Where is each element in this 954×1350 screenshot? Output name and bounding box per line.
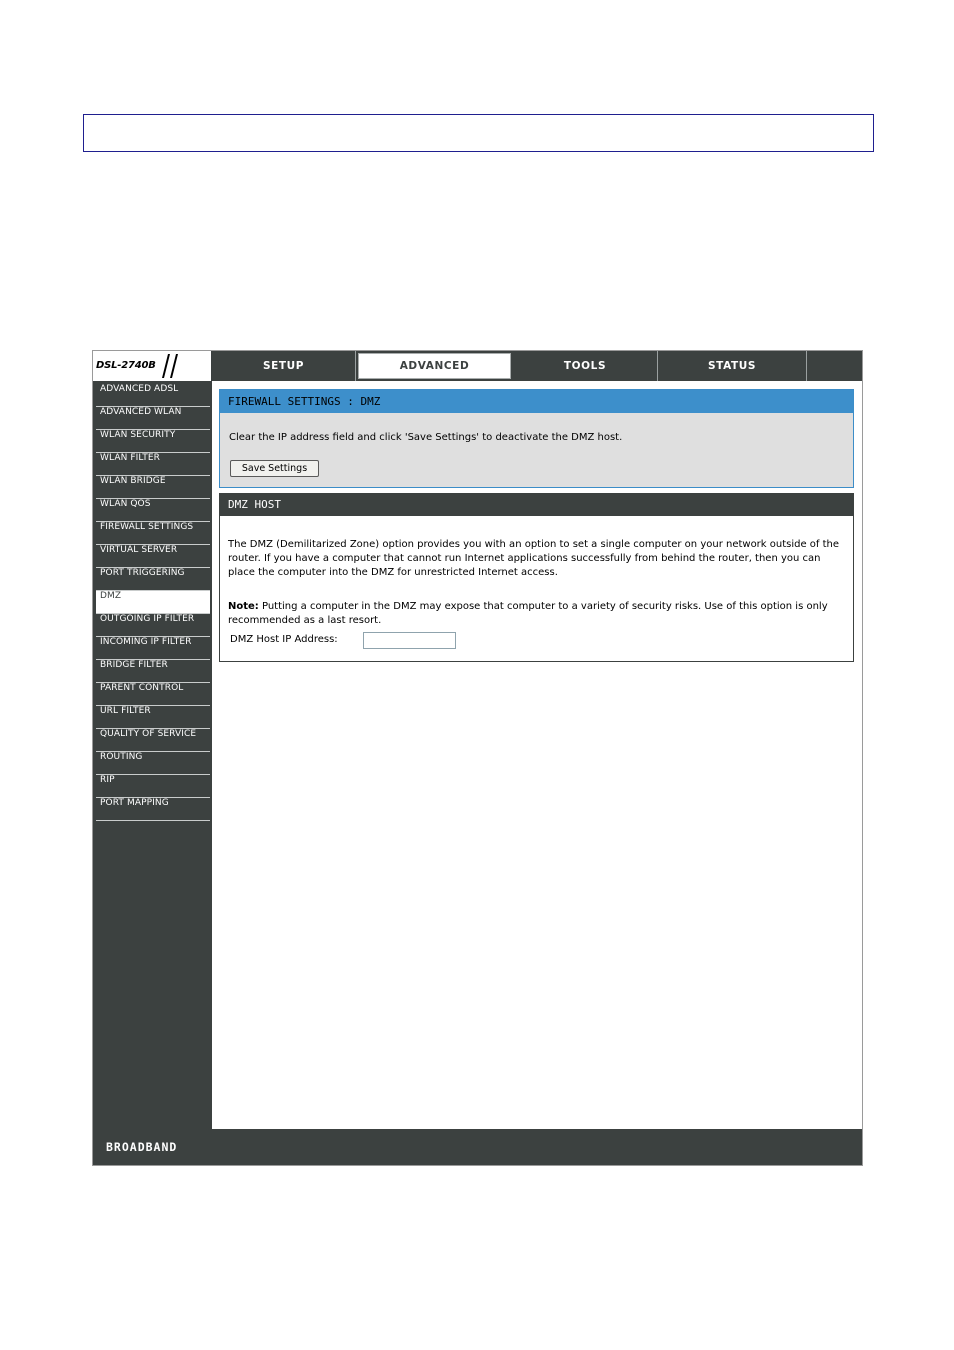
sidebar-item-wlan-filter[interactable]: WLAN FILTER [96,453,210,476]
logo-slash-1 [162,354,170,378]
dmz-ip-label: DMZ Host IP Address: [230,634,338,645]
sidebar-item-wlan-qos[interactable]: WLAN QOS [96,499,210,522]
sidebar-item-wlan-security[interactable]: WLAN SECURITY [96,430,210,453]
firewall-panel-title: FIREWALL SETTINGS : DMZ [220,390,853,413]
sidebar-item-rip[interactable]: RIP [96,775,210,798]
top-nav-tabs [212,351,862,381]
dmz-host-panel [219,493,854,662]
dmz-host-ip-input[interactable] [363,632,456,649]
tab-spacer [807,351,862,381]
dmz-description: The DMZ (Demilitarized Zone) option provides you with an option to set a single computer on your network outside of the router. If you have a computer that cannot run Internet applications successfully from behind the router, then you can place the computer into the DMZ for unrestricted Internet access. [228,539,840,578]
product-logo [93,351,212,381]
sidebar-item-outgoing-ip-filter[interactable]: OUTGOING IP FILTER [96,614,210,637]
tab-advanced[interactable]: ADVANCED [356,351,513,381]
sidebar-item-url-filter[interactable]: URL FILTER [96,706,210,729]
dmz-panel-title: DMZ HOST [220,494,853,516]
firewall-instruction: Clear the IP address field and click 'Save Settings' to deactivate the DMZ host. [229,432,623,443]
sidebar-item-advanced-adsl[interactable]: ADVANCED ADSL [96,384,210,407]
footer-bar [93,1129,862,1165]
sidebar-item-bridge-filter[interactable]: BRIDGE FILTER [96,660,210,683]
sidebar-item-dmz[interactable]: DMZ [96,591,210,614]
sidebar-item-routing[interactable]: ROUTING [96,752,210,775]
router-admin-frame [92,350,863,1166]
sidebar-item-virtual-server[interactable]: VIRTUAL SERVER [96,545,210,568]
tab-status[interactable]: STATUS [658,351,807,381]
footer-brand: BROADBAND [106,1140,178,1154]
sidebar [93,381,212,1129]
sidebar-item-firewall-settings[interactable]: FIREWALL SETTINGS [96,522,210,545]
sidebar-item-wlan-bridge[interactable]: WLAN BRIDGE [96,476,210,499]
sidebar-item-incoming-ip-filter[interactable]: INCOMING IP FILTER [96,637,210,660]
sidebar-item-port-mapping[interactable]: PORT MAPPING [96,798,210,821]
dmz-note [228,600,840,628]
sidebar-item-advanced-wlan[interactable]: ADVANCED WLAN [96,407,210,430]
logo-slash-2 [170,354,178,378]
tab-tools[interactable]: TOOLS [513,351,658,381]
dmz-note-label: Note: [228,601,259,612]
save-settings-button[interactable]: Save Settings [230,460,319,477]
dmz-note-text: Putting a computer in the DMZ may expose that computer to a variety of security risks. Use of this option is only recommended as a last resort. [228,601,828,626]
model-name: DSL-2740B [96,360,156,371]
top-header-box [83,114,874,152]
tab-setup[interactable]: SETUP [212,351,356,381]
sidebar-item-parent-control[interactable]: PARENT CONTROL [96,683,210,706]
sidebar-item-quality-of-service[interactable]: QUALITY OF SERVICE [96,729,210,752]
sidebar-item-port-triggering[interactable]: PORT TRIGGERING [96,568,210,591]
firewall-settings-panel [219,389,854,488]
